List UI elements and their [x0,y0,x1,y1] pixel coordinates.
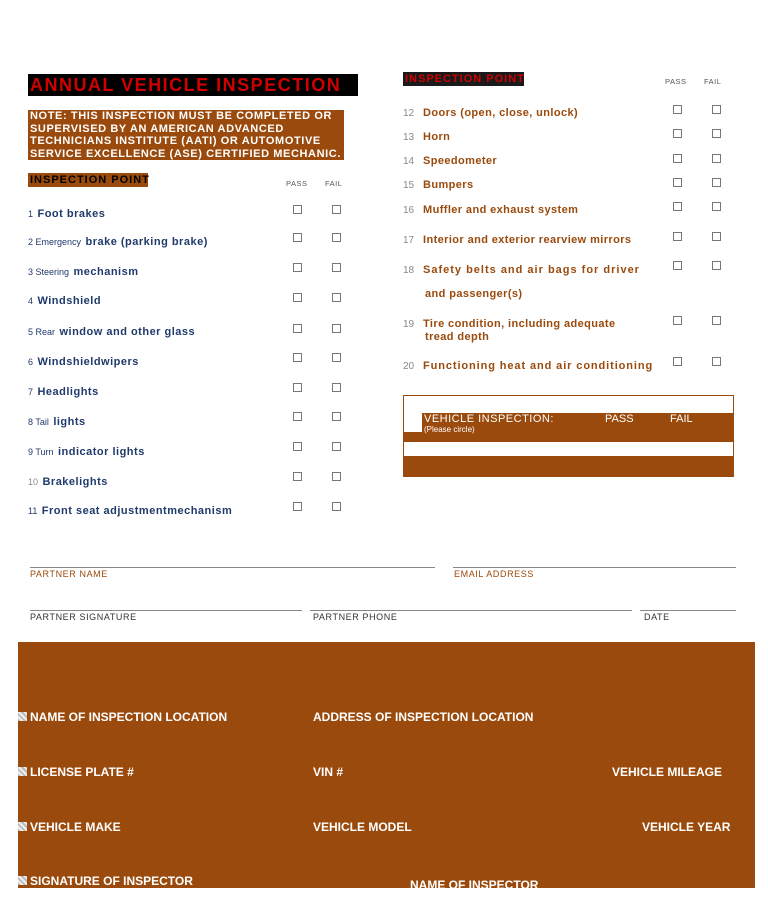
fail-checkbox[interactable] [332,205,341,214]
item-number: 5 Rear [28,327,56,337]
result-fail-option[interactable]: FAIL [670,413,693,425]
fail-checkbox[interactable] [332,472,341,481]
note-line: SUPERVISED BY AN AMERICAN ADVANCED [30,122,284,135]
fail-checkbox[interactable] [332,412,341,421]
certification-note [28,110,344,160]
item-number: 9 Turn [28,447,54,457]
inspection-item [28,204,105,222]
item-label: Horn [423,131,451,143]
item-number: 13 [403,132,415,143]
note-line: SERVICE EXCELLENCE (ASE) CERTIFIED MECHANIC. [30,147,342,160]
pass-checkbox[interactable] [673,105,682,114]
pass-checkbox[interactable] [293,324,302,333]
partner-phone-line[interactable] [310,610,632,611]
item-label: indicator lights [57,446,145,458]
fail-checkbox[interactable] [332,233,341,242]
pass-checkbox[interactable] [673,261,682,270]
item-label: Bumpers [423,179,474,191]
fail-checkbox[interactable] [712,154,721,163]
right-pass-header: PASS [665,77,687,86]
item-number: 19 [403,319,415,330]
item-label: Functioning heat and air conditioning [423,360,654,372]
partner-signature-label: PARTNER SIGNATURE [30,612,137,622]
fail-checkbox[interactable] [712,105,721,114]
item-label: Windshieldwipers [37,356,139,368]
left-fail-header: FAIL [325,179,343,188]
location-address-field[interactable]: ADDRESS OF INSPECTION LOCATION [313,710,534,724]
email-address-label: EMAIL ADDRESS [454,569,534,579]
item-label: Tire condition, including adequate [423,318,616,330]
left-section-header: INSPECTION POINT [30,174,150,186]
fail-checkbox[interactable] [332,383,341,392]
fail-checkbox[interactable] [332,442,341,451]
result-pass-option[interactable]: PASS [605,413,634,425]
inspection-item [28,291,101,309]
inspection-item [28,352,139,370]
right-section-header: INSPECTION POINT [405,73,525,85]
inspection-result-box [403,395,734,477]
pass-checkbox[interactable] [293,293,302,302]
item-label: Safety belts and air bags for driver [423,264,640,276]
email-address-line[interactable] [453,567,736,568]
pass-checkbox[interactable] [293,412,302,421]
fail-checkbox[interactable] [712,261,721,270]
pass-checkbox[interactable] [673,202,682,211]
item-number: 8 Tail [28,417,49,427]
partner-phone-label: PARTNER PHONE [313,612,398,622]
right-fail-header: FAIL [704,77,722,86]
partner-name-label: PARTNER NAME [30,569,108,579]
inspector-signature-field[interactable]: SIGNATURE OF INSPECTOR [30,874,193,888]
item-number: 7 [28,387,34,397]
inspection-item [403,200,578,218]
vehicle-make-field[interactable]: VEHICLE MAKE [30,820,121,834]
inspection-item [28,472,108,490]
inspection-item [28,232,208,250]
pass-checkbox[interactable] [673,232,682,241]
fail-checkbox[interactable] [332,263,341,272]
item-number: 14 [403,156,415,167]
inspector-name-field[interactable]: NAME OF INSPECTOR [410,878,539,892]
inspection-item [28,262,139,280]
fail-checkbox[interactable] [712,357,721,366]
vehicle-year-field[interactable]: VEHICLE YEAR [642,820,731,834]
item-number: 16 [403,205,415,216]
result-note: Must pass all inspection points to pass vehicleinspection. [424,448,589,455]
inspection-item [403,127,450,145]
pass-checkbox[interactable] [293,233,302,242]
pass-checkbox[interactable] [293,442,302,451]
partner-signature-line[interactable] [30,610,302,611]
result-instructions: (Please circle) [424,425,475,434]
date-label: DATE [644,612,670,622]
inspection-item [28,412,86,430]
fail-checkbox[interactable] [712,232,721,241]
item-number: 11 [28,506,38,516]
fail-checkbox[interactable] [712,202,721,211]
inspection-item [403,260,640,278]
pass-checkbox[interactable] [673,357,682,366]
fail-checkbox[interactable] [712,129,721,138]
pass-checkbox[interactable] [293,263,302,272]
field-marker [18,822,27,831]
item-label: Headlights [37,386,99,398]
item-label: Front seat adjustmentmechanism [41,505,233,517]
pass-checkbox[interactable] [293,472,302,481]
item-number: 17 [403,235,415,246]
item-label: Foot brakes [37,208,106,220]
item-label: Speedometer [423,155,498,167]
item-label: window and other glass [59,326,196,338]
license-plate-field[interactable]: LICENSE PLATE # [30,765,134,779]
pass-checkbox[interactable] [293,383,302,392]
pass-checkbox[interactable] [673,154,682,163]
date-line[interactable] [640,610,736,611]
pass-checkbox[interactable] [673,129,682,138]
vehicle-mileage-field[interactable]: VEHICLE MILEAGE [612,765,723,779]
item-number: 12 [403,108,415,119]
pass-checkbox[interactable] [293,502,302,511]
partner-name-line[interactable] [30,567,435,568]
left-pass-header: PASS [286,179,308,188]
note-line: NOTE: THIS INSPECTION MUST BE COMPLETED OR [30,110,333,122]
item-number: 3 Steering [28,267,70,277]
pass-checkbox[interactable] [673,316,682,325]
item-label: Interior and exterior rearview mirrors [423,234,632,246]
fail-checkbox[interactable] [712,178,721,187]
field-marker [18,767,27,776]
item-label: mechanism [73,266,139,278]
note-line: TECHNICIANS INSTITUTE (AATI) OR AUTOMOTIVE [30,135,321,147]
item-number: 10 [28,477,39,487]
item-label: Brakelights [42,476,108,488]
item-label: lights [53,416,86,428]
inspection-item [28,501,232,519]
pass-checkbox[interactable] [293,205,302,214]
item-number: 18 [403,265,415,276]
item-number: 6 [28,357,34,367]
item-number: 20 [403,361,415,372]
fail-checkbox[interactable] [332,293,341,302]
inspection-item [403,230,631,248]
fail-checkbox[interactable] [332,353,341,362]
inspection-item [403,356,653,374]
fail-checkbox[interactable] [332,324,341,333]
vin-field[interactable]: VIN # [313,765,344,779]
item-number: 4 [28,296,34,306]
item-label: brake (parking brake) [85,236,208,248]
pass-checkbox[interactable] [293,353,302,362]
inspection-item-continued [425,327,489,345]
item-label: and passenger(s) [425,288,523,300]
item-label: Doors (open, close, unlock) [423,107,579,119]
vehicle-model-field[interactable]: VEHICLE MODEL [313,820,412,834]
item-number: 1 [28,209,34,219]
item-label: Muffler and exhaust system [423,204,579,216]
inspection-item [28,322,195,340]
inspection-item-continued [425,284,522,302]
fail-checkbox[interactable] [712,316,721,325]
inspection-item [403,103,578,121]
form-title: ANNUAL VEHICLE INSPECTION [28,74,358,96]
inspection-item [403,151,497,169]
inspection-item [28,442,145,460]
result-label: VEHICLE INSPECTION: [424,413,554,425]
item-label: tread depth [425,331,490,343]
fail-checkbox[interactable] [332,502,341,511]
item-number: 2 Emergency [28,237,82,247]
item-label: Windshield [37,295,102,307]
inspection-item [28,382,99,400]
pass-checkbox[interactable] [673,178,682,187]
field-marker [18,712,27,721]
inspector-section [18,642,755,892]
item-number: 15 [403,180,415,191]
location-name-field[interactable]: NAME OF INSPECTION LOCATION [30,710,228,724]
field-marker [18,876,27,885]
inspection-item [403,175,474,193]
